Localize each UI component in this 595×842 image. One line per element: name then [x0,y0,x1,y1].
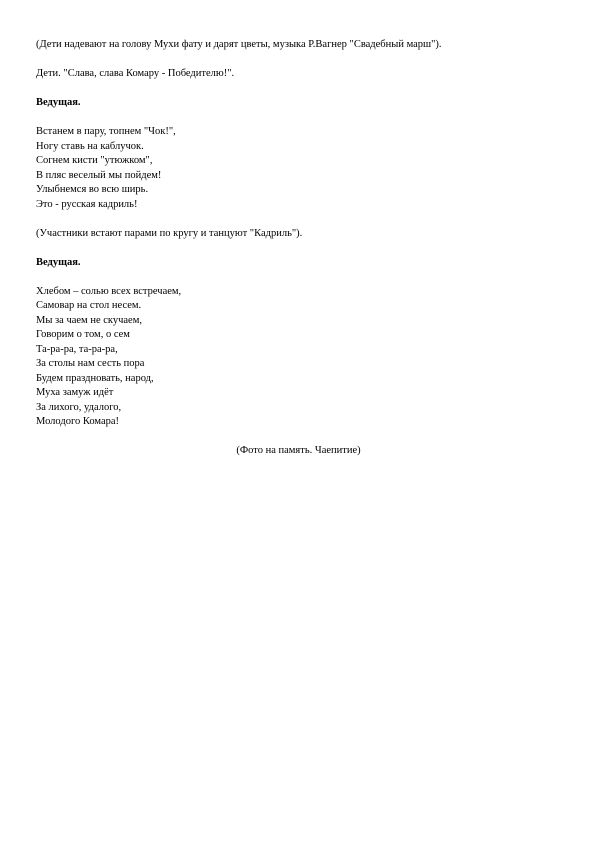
verse-line: Ногу ставь на каблучок. [36,140,144,152]
spacer [36,241,566,256]
spacer [36,53,566,68]
stage-direction: (Дети надевают на голову Мухи фату и дарят цветы, музыка Р.Вагнер "Свадебный марш"). [36,39,442,50]
document-content [36,38,566,459]
verse-line: За столы нам сесть пора [36,358,145,369]
verse-line: Согнем кисти "утюжком", [36,155,153,166]
spacer [36,430,566,445]
verse-line: Встанем в пару, топнем "Чок!", [36,126,176,137]
verse-line: Это - русская кадриль! [36,198,138,210]
stage-direction: (Участники встают парами по кругу и танцуют "Кадриль"). [36,227,303,239]
verse-line: В пляс веселый мы пойдем! [36,169,162,181]
verse-block-1 [36,125,566,212]
verse-line: Улыбнемся во всю ширь. [36,184,149,195]
children-line: Дети. "Слава, слава Комару - Победителю!". [36,68,235,79]
verse-line: Мы за чаем не скучаем, [36,314,142,326]
speaker-heading: Ведущая. [36,256,81,268]
spacer [36,111,566,126]
verse-line: Будем праздновать, народ, [36,372,154,384]
verse-line: Говорим о том, о сем [36,329,130,340]
closing-note: (Фото на память. Чаепитие) [236,445,361,456]
verse-line: Самовар на стол несем. [36,300,142,311]
verse-line: За лихого, удалого, [36,401,122,413]
spacer [36,82,566,97]
speaker-heading: Ведущая. [36,97,81,108]
verse-line: Муха замуж идёт [36,387,114,398]
verse-line: Та-ра-ра, та-ра-ра, [36,343,118,355]
spacer [36,270,566,285]
verse-line: Молодого Комара! [36,416,120,427]
spacer [36,212,566,227]
verse-block-2 [36,285,566,430]
verse-line: Хлебом – солью всех встречаем, [36,285,182,297]
